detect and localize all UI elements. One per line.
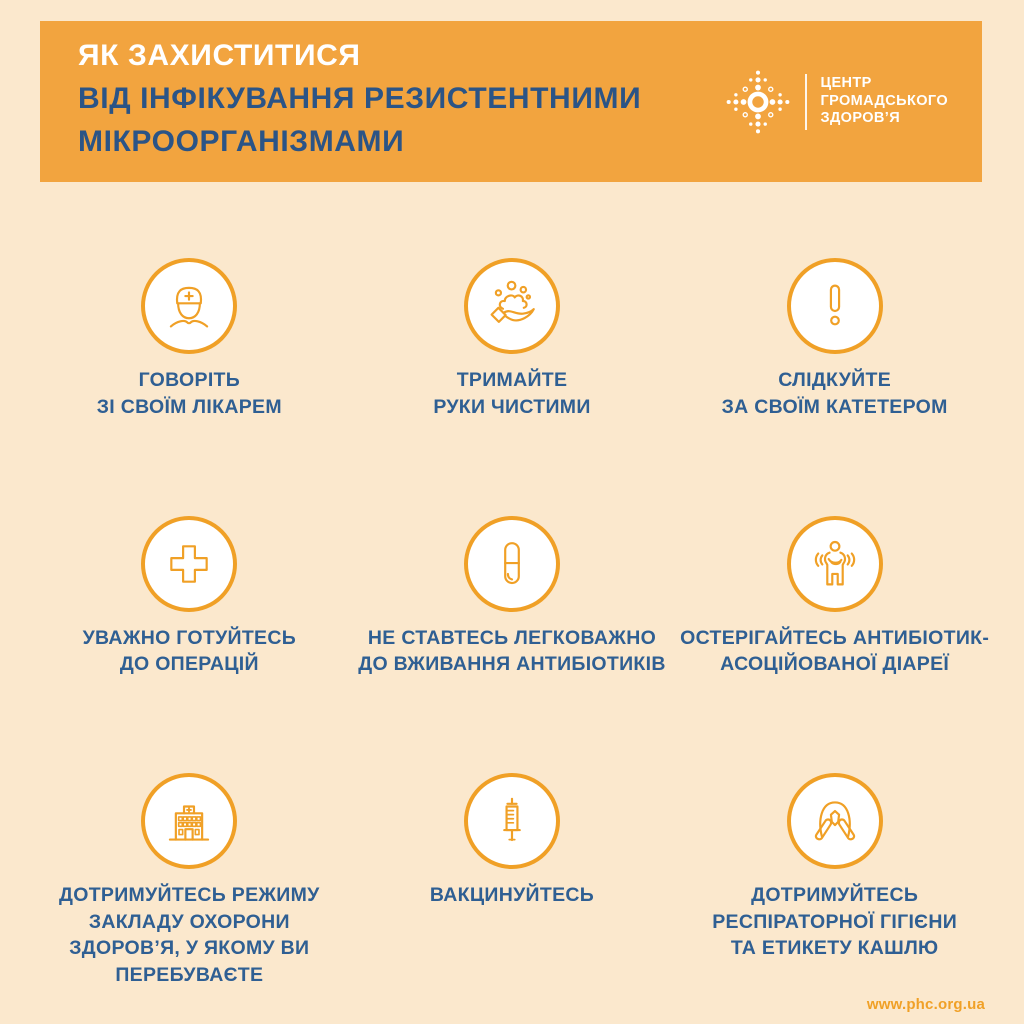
tip-icon-circle bbox=[464, 516, 560, 612]
tip-icon-circle bbox=[464, 258, 560, 354]
tip-caption-line: ДО ОПЕРАЦІЙ bbox=[119, 653, 259, 675]
tip-caption bbox=[358, 625, 665, 678]
tip-icon-circle bbox=[464, 773, 560, 869]
tip-item bbox=[351, 516, 674, 774]
tip-caption bbox=[97, 367, 282, 420]
tip-caption-line: ПЕРЕБУВАЄТЕ bbox=[115, 963, 264, 986]
tip-icon-circle bbox=[787, 516, 883, 612]
syringe-icon bbox=[483, 792, 541, 850]
poster-title-line2: ВІД ІНФІКУВАННЯ РЕЗИСТЕНТНИМИ bbox=[78, 82, 642, 115]
header-banner bbox=[40, 21, 982, 182]
tip-caption bbox=[712, 882, 957, 962]
hospital-icon bbox=[160, 792, 218, 850]
tip-item bbox=[673, 258, 996, 516]
tip-caption bbox=[83, 625, 296, 678]
phc-dotted-star-icon bbox=[724, 68, 792, 136]
logo-text-line3: ЗДОРОВ’Я bbox=[820, 110, 901, 127]
tip-icon-circle bbox=[141, 258, 237, 354]
exclamation-icon bbox=[806, 277, 864, 335]
tip-caption bbox=[59, 882, 320, 988]
tip-caption-line: ДОТРИМУЙТЕСЬ bbox=[751, 884, 919, 906]
tip-caption-line: ДО ВЖИВАННЯ АНТИБІОТИКІВ bbox=[358, 653, 666, 675]
tip-item bbox=[28, 773, 351, 1024]
tip-caption-line: СЛІДКУЙТЕ bbox=[778, 369, 892, 391]
tip-icon-circle bbox=[141, 773, 237, 869]
phc-logo bbox=[724, 68, 948, 136]
tip-caption-line: ОСТЕРІГАЙТЕСЬ АНТИБІОТИК- bbox=[680, 626, 990, 649]
tip-caption-line: ЗА СВОЇМ КАТЕТЕРОМ bbox=[721, 395, 948, 418]
tip-caption-line: АСОЦІЙОВАНОЇ ДІАРЕЇ bbox=[720, 653, 950, 675]
tip-caption-line: ДОТРИМУЙТЕСЬ РЕЖИМУ bbox=[59, 884, 320, 906]
tip-caption bbox=[722, 367, 948, 420]
website-url: www.phc.org.ua bbox=[866, 996, 985, 1013]
tip-item bbox=[351, 773, 674, 1024]
tip-icon-circle bbox=[787, 258, 883, 354]
tip-caption-line: ГОВОРІТЬ bbox=[138, 369, 241, 391]
logo-text-line2: ГРОМАДСЬКОГО bbox=[820, 92, 948, 109]
clean-hands-icon bbox=[483, 277, 541, 335]
tip-caption-line: ЗДОРОВ’Я, У ЯКОМУ ВИ bbox=[69, 937, 310, 959]
tip-caption-line: ТРИМАЙТЕ bbox=[456, 369, 568, 391]
tip-caption bbox=[430, 882, 594, 909]
tip-caption-line: ТА ЕТИКЕТУ КАШЛЮ bbox=[730, 937, 939, 959]
poster-title-line1: ЯК ЗАХИСТИТИСЯ bbox=[78, 39, 361, 72]
tip-caption-line: НЕ СТАВТЕСЬ ЛЕГКОВАЖНО bbox=[367, 626, 657, 649]
poster-title bbox=[78, 34, 641, 163]
tip-caption-line: ЗІ СВОЇМ ЛІКАРЕМ bbox=[96, 395, 282, 418]
tips-grid bbox=[28, 258, 996, 1024]
tip-caption-line: УВАЖНО ГОТУЙТЕСЬ bbox=[82, 626, 297, 649]
tip-item bbox=[28, 516, 351, 774]
tip-item bbox=[351, 258, 674, 516]
tip-item bbox=[673, 516, 996, 774]
diarrhea-warning-icon bbox=[806, 535, 864, 593]
tip-caption-line: ЗАКЛАДУ ОХОРОНИ bbox=[88, 910, 290, 933]
tip-caption-line: РУКИ ЧИСТИМИ bbox=[433, 395, 591, 418]
tip-caption bbox=[680, 625, 989, 678]
tip-caption-line: ВАКЦИНУЙТЕСЬ bbox=[429, 884, 595, 906]
logo-divider bbox=[805, 74, 807, 130]
pill-icon bbox=[483, 535, 541, 593]
tip-caption-line: РЕСПІРАТОРНОЇ ГІГІЄНИ bbox=[712, 910, 958, 933]
poster-title-line3: МІКРООРГАНІЗМАМИ bbox=[78, 125, 405, 158]
tip-caption bbox=[433, 367, 590, 420]
tip-item bbox=[28, 258, 351, 516]
doctor-icon bbox=[160, 277, 218, 335]
medical-cross-icon bbox=[160, 535, 218, 593]
tip-icon-circle bbox=[141, 516, 237, 612]
logo-text bbox=[820, 75, 948, 128]
tip-icon-circle bbox=[787, 773, 883, 869]
cough-etiquette-icon bbox=[806, 792, 864, 850]
logo-text-line1: ЦЕНТР bbox=[820, 75, 872, 92]
tip-item bbox=[673, 773, 996, 1024]
